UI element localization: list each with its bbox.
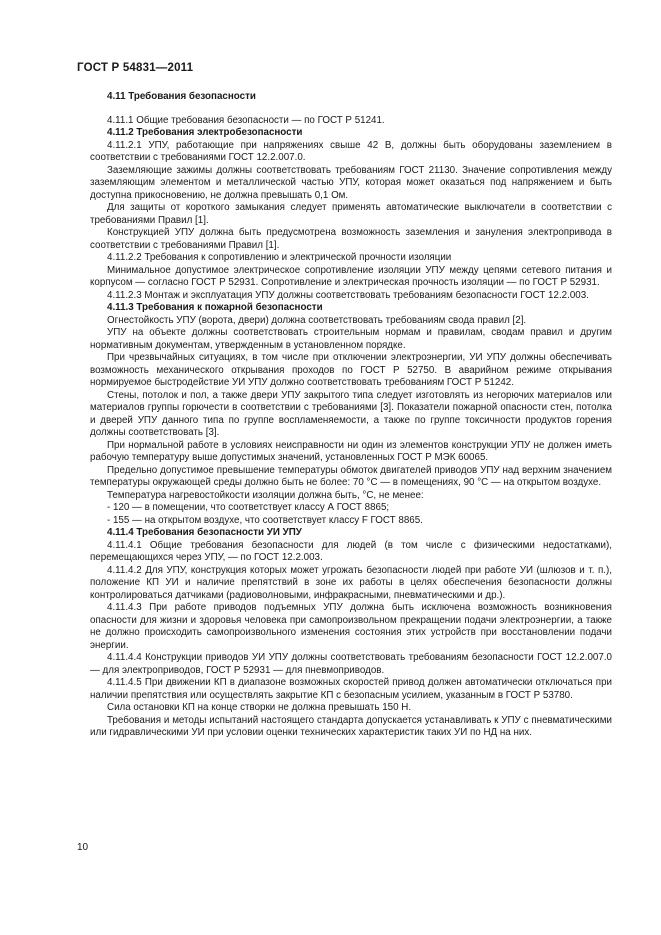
subsection-heading: 4.11.4 Требования безопасности УИ УПУ [107, 527, 302, 538]
paragraph: При чрезвычайных ситуациях, в том числе при отключении электроэнергии, УИ УПУ должны обеспечивать возможность механического открывания проходов по ГОСТ Р 52750. В аварийном режиме открывания нормируемое быстродействие УИ УПУ должно соответствовать требованиям ГОСТ Р 51242. [90, 352, 612, 388]
list-item: - 120 — в помещении, что соответствует классу А ГОСТ 8865; [107, 502, 390, 513]
paragraph: Для защиты от короткого замыкания следует применять автоматические выключатели в соответствии с требованиями Правил [1]. [90, 202, 612, 226]
paragraph: 4.11.1 Общие требования безопасности — по ГОСТ Р 51241. [107, 114, 385, 126]
paragraph: 4.11.2.3 Монтаж и эксплуатация УПУ должны соответствовать требованиям безопасности ГОСТ 12.2.003. [107, 289, 589, 301]
paragraph: 4.11.4.3 При работе приводов подъемных УПУ должна быть исключена возможность возникновения опасности для жизни и здоровья человека при самопроизвольном прекращении подачи электроэнергии, а также не должно происходить самопроизвольного изменения состояния этих устройств при восстановлении подачи энергии. [90, 602, 612, 651]
paragraph: 4.11.4.2 Для УПУ, конструкция которых может угрожать безопасности людей при работе УИ (шлюзов и т. п.), положение КП УИ и наличие препятствий в зоне их работы в целях обеспечения безопасности должны контролироваться датчиками (радиоволновыми, инфракрасными, пневматическими и др.). [90, 564, 612, 601]
subsection-heading: 4.11.2 Требования электробезопасности [107, 127, 303, 138]
paragraph: 4.11.2.1 УПУ, работающие при напряжениях свыше 42 В, должны быть оборудованы заземлением в соответствии с требованиями ГОСТ 12.2.007.0. [90, 139, 612, 163]
standard-header: ГОСТ Р 54831—2011 [77, 62, 194, 74]
paragraph: УПУ на объекте должны соответствовать строительным нормам и правилам, сводам правил и другим нормативным документам, утвержденным в установленном порядке. [90, 327, 612, 351]
paragraph: 4.11.4.1 Общие требования безопасности для людей (в том числе с физическими недостатками), перемещающихся через УПУ, — по ГОСТ 12.2.003. [90, 539, 612, 563]
paragraph: 4.11.4.5 При движении КП в диапазоне возможных скоростей привод должен автоматически отключаться при наличии препятствия или осуществлять закрытие КП с безопасным усилием, указанным в ГОСТ Р 53780. [90, 677, 612, 701]
paragraph: Огнестойкость УПУ (ворота, двери) должна соответствовать требованиям свода правил [2]. [107, 314, 527, 326]
paragraph: Конструкцией УПУ должна быть предусмотрена возможность заземления и зануления электропривода в соответствии с требованиями Правил [1]. [90, 227, 612, 251]
page-number: 10 [77, 842, 89, 853]
paragraph: При нормальной работе в условиях неисправности ни один из элементов конструкции УПУ не должен иметь рабочую температуру выше допустимых значений, установленных ГОСТ Р МЭК 60065. [90, 439, 612, 463]
paragraph: Стены, потолок и пол, а также двери УПУ закрытого типа следует изготовлять из негорючих материалов или материалов группы горючести в соответствии с требованиями [3]. Показатели пожарной опасности стен, потолка и дверей УПУ данного типа по группе воспламеняемости, а также по группе токсичности продуктов горения должны соответствовать [3]. [90, 389, 612, 438]
section-heading: 4.11 Требования безопасности [107, 91, 256, 102]
paragraph: 4.11.4.4 Конструкции приводов УИ УПУ должны соответствовать требованиям безопасности ГОСТ 12.2.007.0 — для электроприводов, ГОСТ Р 52931 — для пневмоприводов. [90, 652, 612, 676]
paragraph: Сила остановки КП на конце створки не должна превышать 150 Н. [107, 702, 412, 713]
paragraph: Минимальное допустимое электрическое сопротивление изоляции УПУ между цепями сетевого питания и корпусом — согласно ГОСТ Р 52931. Сопротивление и электрическая прочность изоляции — по ГОСТ Р 52931. [90, 264, 612, 288]
paragraph: Предельно допустимое превышение температуры обмоток двигателей приводов УПУ над верхним значением температуры окружающей среды должно быть не более: 70 °С — в помещениях, 90 °С — на открытом воздухе. [90, 464, 612, 488]
paragraph: Заземляющие зажимы должны соответствовать требованиям ГОСТ 21130. Значение сопротивления между заземляющим элементом и металлической частью УПУ, которая может оказаться под напряжением и быть доступна прикосновению, не должна превышать 0,1 Ом. [90, 164, 612, 201]
paragraph: Требования и методы испытаний настоящего стандарта допускается устанавливать к УПУ с пневматическими или гидравлическими УИ при условии оценки технических характеристик таких УИ по НД на них. [90, 714, 612, 738]
paragraph: 4.11.2.2 Требования к сопротивлению и электрической прочности изоляции [107, 252, 452, 263]
paragraph: Температура нагревостойкости изоляции должна быть, °С, не менее: [107, 489, 424, 501]
subsection-heading: 4.11.3 Требования к пожарной безопасности [107, 302, 323, 313]
document-body [90, 91, 612, 740]
list-item: - 155 — на открытом воздухе, что соответствует классу F ГОСТ 8865. [107, 514, 423, 526]
